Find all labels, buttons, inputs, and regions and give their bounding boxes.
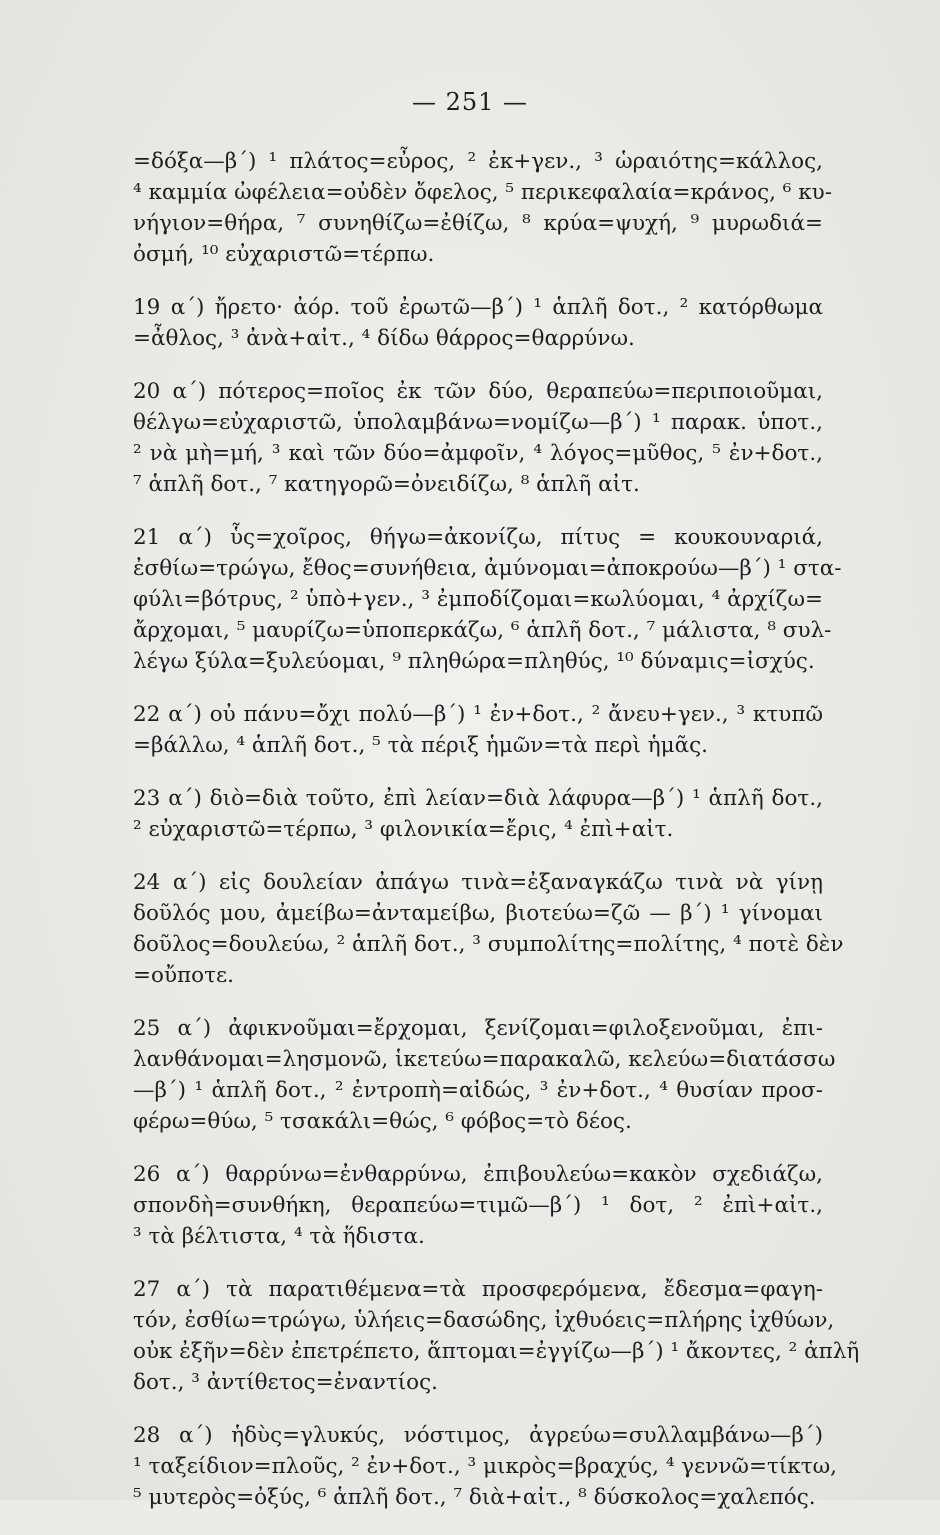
text-line: 24 α΄) εἰς δουλείαν ἀπάγω τινὰ=ἐξαναγκάζω τινὰ νὰ γίνῃ (133, 870, 823, 895)
text-line: 23 α΄) διὸ=διὰ τοῦτο, ἐπὶ λείαν=διὰ λάφυρα—β΄) ¹ ἁπλῆ δοτ., (133, 786, 823, 811)
text-line: ² νὰ μὴ=μή, ³ καὶ τῶν δύο=ἀμφοῖν, ⁴ λόγος=μῦθος, ⁵ ἐν+δοτ., (133, 441, 823, 466)
text-line: δοῦλος=δουλεύω, ² ἁπλῆ δοτ., ³ συμπολίτης=πολίτης, ⁴ ποτὲ δὲν (133, 932, 844, 957)
text-line: σπονδὴ=συνθήκη, θεραπεύω=τιμῶ—β΄) ¹ δοτ, ² ἐπὶ+αἰτ., (133, 1193, 823, 1218)
text-line: νήγιον=θήρα, ⁷ συνηθίζω=ἐθίζω, ⁸ κρύα=ψυχή, ⁹ μυρωδιά= (133, 211, 823, 236)
text-block (133, 146, 860, 1535)
text-line: =ἆθλος, ³ ἀνὰ+αἰτ., ⁴ δίδω θάρρος=θαρρύνω. (133, 326, 635, 351)
text-line: ⁷ ἁπλῆ δοτ., ⁷ κατηγορῶ=ὀνειδίζω, ⁸ ἁπλῆ αἰτ. (133, 472, 640, 497)
text-line: ⁴ καμμία ὠφέλεια=οὐδὲν ὄφελος, ⁵ περικεφαλαία=κράνος, ⁶ κυ- (133, 180, 833, 205)
paragraph (133, 1274, 860, 1398)
text-line: ὀσμή, ¹⁰ εὐχαριστῶ=τέρπω. (133, 242, 435, 267)
paragraph (133, 1013, 836, 1137)
text-line: =δόξα—β΄) ¹ πλάτος=εὖρος, ² ἐκ+γεν., ³ ὡραιότης=κάλλος, (133, 149, 823, 174)
paragraph (133, 522, 842, 677)
text-line: οὐκ ἐξῆν=δὲν ἐπετρέπετο, ἅπτομαι=ἐγγίζω—β΄) ¹ ἄκοντες, ² ἁπλῆ (133, 1339, 860, 1364)
paragraph (133, 376, 823, 500)
text-line: λέγω ξύλα=ξυλεύομαι, ⁹ πληθώρα=πληθύς, ¹⁰ δύναμις=ἰσχύς. (133, 649, 815, 674)
text-line: θέλγω=εὐχαριστῶ, ὑπολαμβάνω=νομίζω—β΄) ¹ παρακ. ὑποτ., (133, 410, 823, 435)
text-line: φύλι=βότρυς, ² ὑπὸ+γεν., ³ ἐμποδίζομαι=κωλύομαι, ⁴ ἀρχίζω= (133, 587, 823, 612)
text-line: λανθάνομαι=λησμονῶ, ἱκετεύω=παρακαλῶ, κελεύω=διατάσσω (133, 1047, 836, 1072)
paragraph (133, 292, 823, 354)
paragraph (133, 699, 823, 761)
text-line: ἄρχομαι, ⁵ μαυρίζω=ὑποπερκάζω, ⁶ ἁπλῆ δοτ., ⁷ μάλιστα, ⁸ συλ- (133, 618, 832, 643)
page-number: — 251 — (411, 88, 529, 116)
text-line: δοτ., ³ ἀντίθετος=ἐναντίος. (133, 1370, 438, 1395)
paragraph (133, 1420, 837, 1513)
text-line: ² εὐχαριστῶ=τέρπω, ³ φιλονικία=ἔρις, ⁴ ἐπὶ+αἰτ. (133, 817, 674, 842)
text-line: —β΄) ¹ ἁπλῆ δοτ., ² ἐντροπὴ=αἰδώς, ³ ἐν+δοτ., ⁴ θυσίαν προσ- (133, 1078, 823, 1103)
text-line: ἐσθίω=τρώγω, ἔθος=συνήθεια, ἀμύνομαι=ἀποκρούω—β΄) ¹ στα- (133, 556, 842, 581)
text-line: 21 α΄) ὗς=χοῖρος, θήγω=ἀκονίζω, πίτυς = κουκουναριά, (133, 525, 823, 550)
paragraph (133, 783, 823, 845)
text-line: ⁵ μυτερὸς=ὀξύς, ⁶ ἁπλῆ δοτ., ⁷ διὰ+αἰτ., ⁸ δύσκολος=χαλεπός. (133, 1485, 816, 1510)
text-line: 22 α΄) οὐ πάνυ=ὄχι πολύ—β΄) ¹ ἐν+δοτ., ² ἄνευ+γεν., ³ κτυπῶ (133, 702, 823, 727)
text-line: 19 α΄) ἤρετο· ἀόρ. τοῦ ἐρωτῶ—β΄) ¹ ἁπλῆ δοτ., ² κατόρθωμα (133, 295, 823, 320)
paragraph (133, 146, 833, 270)
text-line: 26 α΄) θαρρύνω=ἐνθαρρύνω, ἐπιβουλεύω=κακὸν σχεδιάζω, (133, 1162, 823, 1187)
text-line: ¹ ταξείδιον=πλοῦς, ² ἐν+δοτ., ³ μικρὸς=βραχύς, ⁴ γεννῶ=τίκτω, (133, 1454, 837, 1479)
text-line: δοῦλός μου, ἀμείβω=ἀνταμείβω, βιοτεύω=ζῶ — β΄) ¹ γίνομαι (133, 901, 823, 926)
text-line: 27 α΄) τὰ παρατιθέμενα=τὰ προσφερόμενα, ἔδεσμα=φαγη- (133, 1277, 823, 1302)
text-line: φέρω=θύω, ⁵ τσακάλι=θώς, ⁶ φόβος=τὸ δέος. (133, 1109, 632, 1134)
text-line: ³ τὰ βέλτιστα, ⁴ τὰ ἥδιστα. (133, 1224, 425, 1249)
text-line: τόν, ἐσθίω=τρώγω, ὑλήεις=δασώδης, ἰχθυόεις=πλήρης ἰχθύων, (133, 1308, 835, 1333)
paragraph (133, 867, 844, 991)
paragraph (133, 1159, 823, 1252)
text-line: 25 α΄) ἀφικνοῦμαι=ἔρχομαι, ξενίζομαι=φιλοξενοῦμαι, ἐπι- (133, 1016, 823, 1041)
text-line: 28 α΄) ἡδὺς=γλυκύς, νόστιμος, ἀγρεύω=συλλαμβάνω—β΄) (133, 1423, 823, 1448)
text-line: 20 α΄) πότερος=ποῖος ἐκ τῶν δύο, θεραπεύω=περιποιοῦμαι, (133, 379, 823, 404)
text-line: =βάλλω, ⁴ ἁπλῆ δοτ., ⁵ τὰ πέριξ ἡμῶν=τὰ περὶ ἡμᾶς. (133, 733, 708, 758)
text-line: =οὔποτε. (133, 963, 234, 988)
